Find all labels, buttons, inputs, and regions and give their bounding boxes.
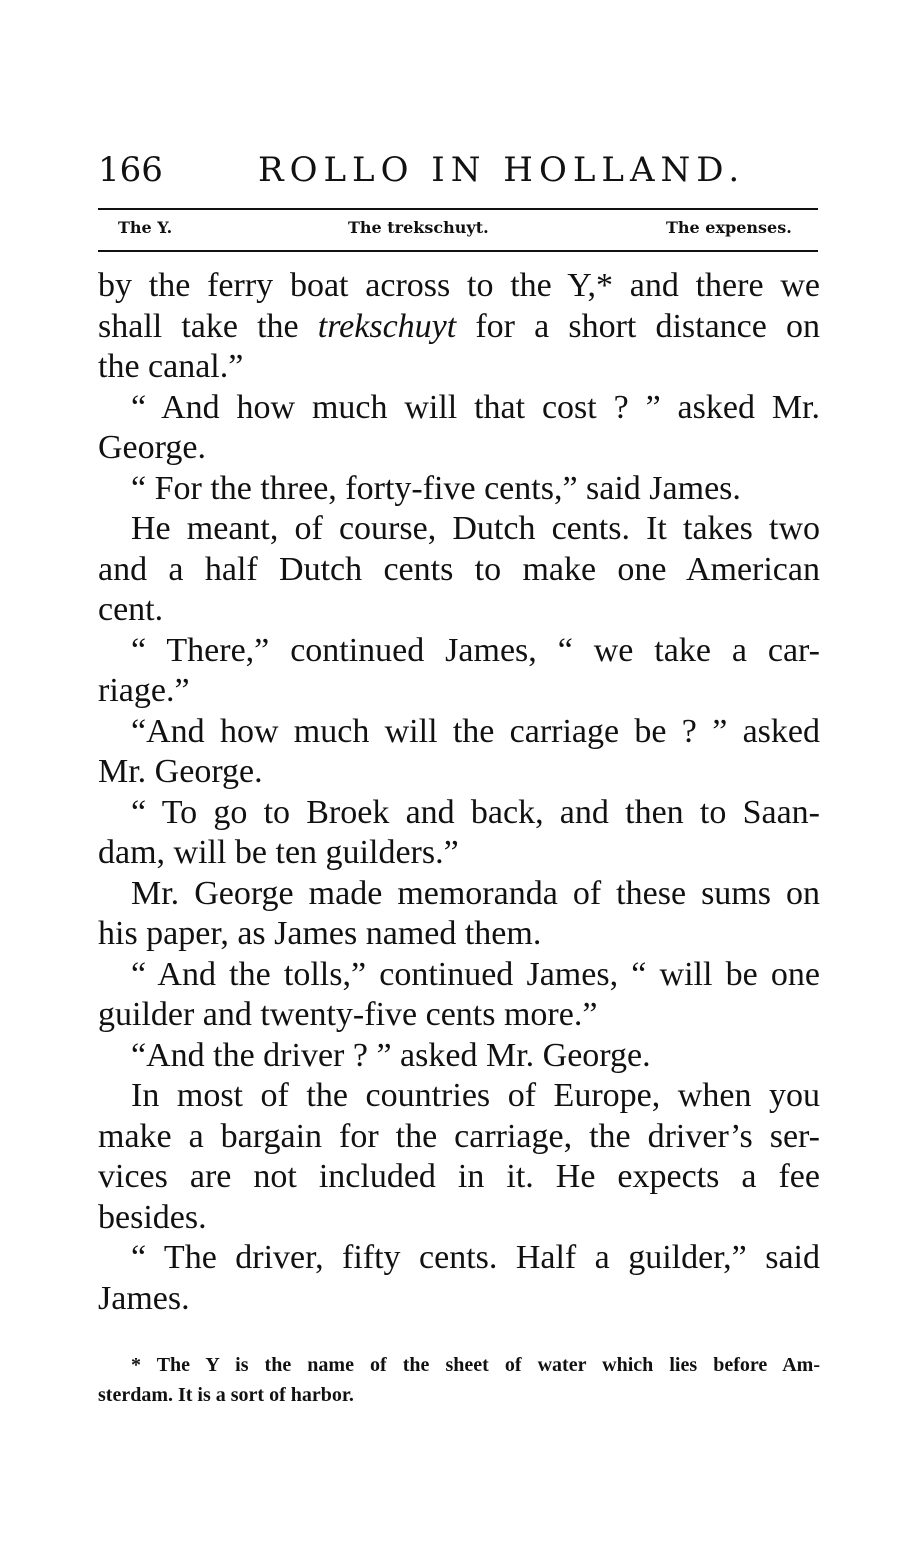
text-line: “ And how much will that cost ? ” asked Mr. xyxy=(131,388,820,426)
text-line: “ To go to Broek and back, and then to Saan- xyxy=(131,793,820,831)
footnote-line: * The Y is the name of the sheet of water which lies before Am- xyxy=(131,1354,820,1376)
text-line: make a bargain for the carriage, the driver’s ser- xyxy=(98,1117,820,1155)
body-text xyxy=(98,266,820,1319)
text-line: cent. xyxy=(98,591,164,628)
text-line: “ For the three, forty-five cents,” said James. xyxy=(131,469,741,507)
emphasized-word: trekschuyt xyxy=(317,307,457,345)
footnote-line: sterdam. It is a sort of harbor. xyxy=(98,1384,354,1406)
text-line: the canal.” xyxy=(98,348,244,385)
text-line: by the ferry boat across to the Y,* and there we xyxy=(98,267,820,304)
text-line: besides. xyxy=(98,1198,207,1236)
topic-trekschuyt: The trekschuyt. xyxy=(348,218,489,237)
text-line: vices are not included in it. He expects a fee xyxy=(98,1158,820,1195)
text-line: “ There,” continued James, “ we take a car- xyxy=(131,631,820,669)
header-rule-top xyxy=(98,208,818,210)
running-title: ROLLO IN HOLLAND. xyxy=(258,150,746,190)
footnote xyxy=(98,1350,820,1410)
text-line: “And how much will the carriage be ? ” asked xyxy=(131,712,820,750)
text-line: George. xyxy=(98,429,206,466)
page-number: 166 xyxy=(98,150,163,190)
text-line: riage.” xyxy=(98,672,190,709)
text-line: “ The driver, fifty cents. Half a guilder,” said xyxy=(131,1239,820,1276)
topic-expenses: The expenses. xyxy=(666,218,792,237)
text-line: James. xyxy=(98,1279,190,1317)
text-line: “ And the tolls,” continued James, “ will be one xyxy=(131,955,820,993)
text-segment: for a short distance on xyxy=(475,307,820,345)
text-line: He meant, of course, Dutch cents. It takes two xyxy=(131,510,820,547)
text-line: dam, will be ten guilders.” xyxy=(98,834,459,871)
text-segment: shall take the xyxy=(98,307,299,345)
topic-the-y: The Y. xyxy=(118,218,173,237)
text-line: Mr. George. xyxy=(98,753,263,790)
text-line: and a half Dutch cents to make one American xyxy=(98,550,820,588)
text-line: guilder and twenty-five cents more.” xyxy=(98,996,598,1033)
text-line: his paper, as James named them. xyxy=(98,915,542,952)
text-line: In most of the countries of Europe, when you xyxy=(131,1077,820,1114)
text-line: Mr. George made memoranda of these sums on xyxy=(131,874,820,912)
header-rule-bottom xyxy=(98,250,818,252)
text-line: “And the driver ? ” asked Mr. George. xyxy=(131,1036,651,1074)
text-line xyxy=(98,307,820,348)
